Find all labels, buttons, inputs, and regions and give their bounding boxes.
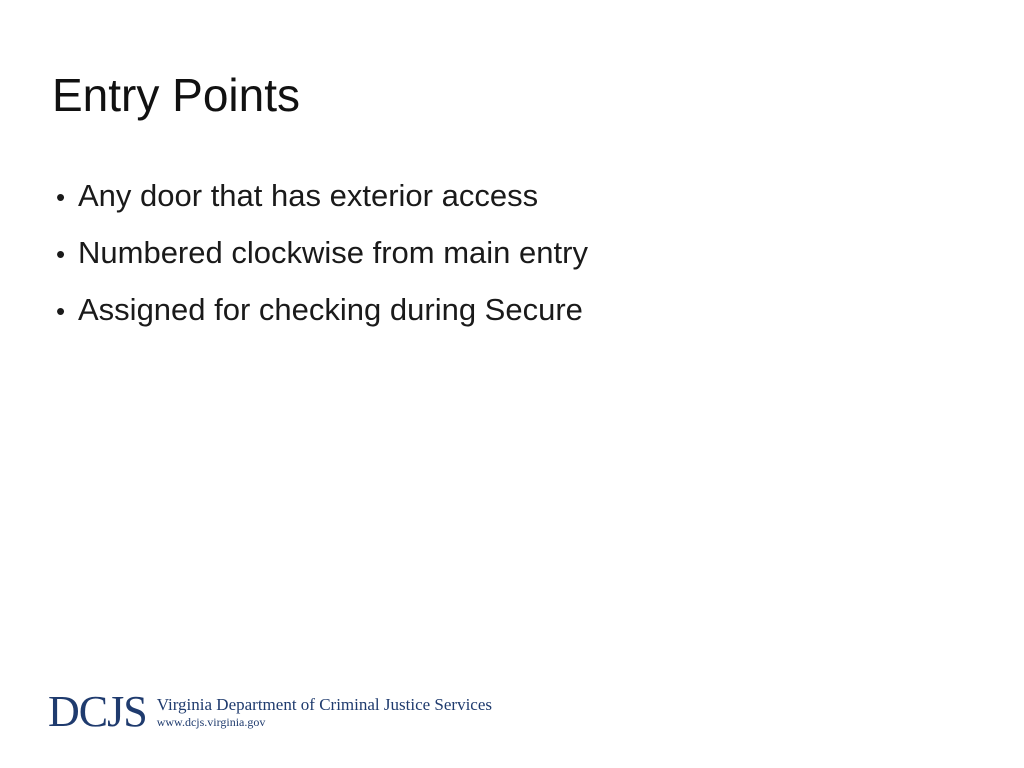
bullet-text: Assigned for checking during Secure: [78, 292, 583, 327]
organization-name: Virginia Department of Criminal Justice Services: [156, 694, 492, 714]
bullet-item: [56, 235, 588, 292]
bullet-text: Numbered clockwise from main entry: [78, 235, 588, 270]
logo-mark: DCJS: [48, 687, 147, 736]
bullet-item: [56, 292, 588, 349]
bullet-item: [56, 178, 588, 235]
dcjs-logo: [48, 687, 492, 736]
bullet-icon: •: [56, 296, 66, 326]
slide-title: Entry Points: [52, 69, 300, 121]
bullet-text: Any door that has exterior access: [78, 178, 539, 213]
logo-text: [157, 695, 492, 730]
bullet-icon: •: [56, 182, 66, 212]
organization-website: www.dcjs.virginia.gov: [156, 714, 266, 729]
bullet-list: [56, 178, 588, 349]
bullet-icon: •: [56, 239, 66, 269]
